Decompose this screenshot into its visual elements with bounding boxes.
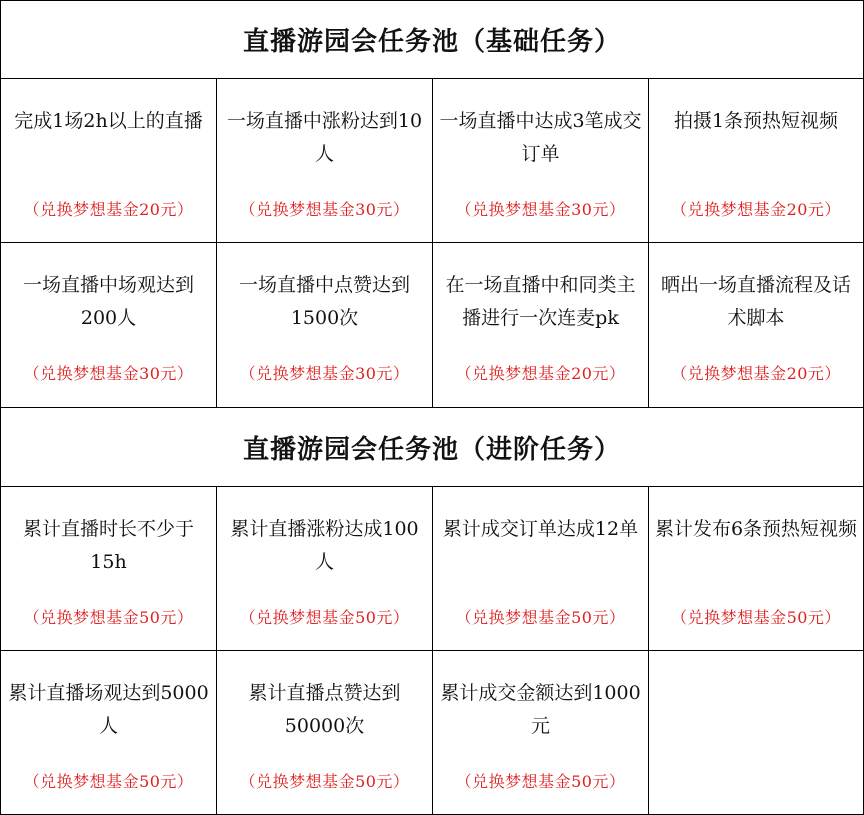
task-reward: （兑换梦想基金30元） xyxy=(239,200,410,219)
task-cell xyxy=(217,79,433,243)
task-cell xyxy=(217,487,433,651)
task-cell xyxy=(217,651,433,814)
task-reward: （兑换梦想基金50元） xyxy=(23,772,194,791)
task-name: 累计直播涨粉达成100人 xyxy=(230,518,419,573)
task-reward: （兑换梦想基金30元） xyxy=(239,364,410,383)
task-name: 累计直播时长不少于15h xyxy=(22,518,194,573)
task-reward: （兑换梦想基金50元） xyxy=(455,608,626,627)
advanced-tasks-grid xyxy=(1,487,863,814)
task-reward: （兑换梦想基金50元） xyxy=(455,772,626,791)
task-name: 一场直播中涨粉达到10人 xyxy=(226,110,423,165)
task-name: 累计发布6条预热短视频 xyxy=(654,518,858,540)
task-reward: （兑换梦想基金20元） xyxy=(671,364,841,383)
task-reward: （兑换梦想基金50元） xyxy=(239,772,410,791)
task-name: 累计成交订单达成12单 xyxy=(442,518,639,540)
basic-tasks-grid xyxy=(1,79,863,407)
task-name: 完成1场2h以上的直播 xyxy=(14,110,203,132)
basic-tasks-title: 直播游园会任务池（基础任务） xyxy=(1,1,863,79)
task-name: 晒出一场直播流程及话术脚本 xyxy=(660,274,851,329)
task-cell xyxy=(649,243,863,407)
task-cell xyxy=(1,79,217,243)
task-cell xyxy=(1,243,217,407)
task-name: 一场直播中点赞达到1500次 xyxy=(238,274,410,329)
task-reward: （兑换梦想基金20元） xyxy=(455,364,626,383)
task-reward: （兑换梦想基金50元） xyxy=(239,608,410,627)
task-name: 累计直播场观达到5000人 xyxy=(8,682,209,737)
task-cell xyxy=(433,487,649,651)
task-name: 累计直播点赞达到50000次 xyxy=(248,682,401,737)
task-name: 拍摄1条预热短视频 xyxy=(673,110,839,132)
task-cell xyxy=(217,243,433,407)
task-name: 累计成交金额达到1000元 xyxy=(440,682,641,737)
task-reward: （兑换梦想基金50元） xyxy=(23,608,194,627)
task-cell xyxy=(649,79,863,243)
task-cell xyxy=(1,651,217,814)
task-cell xyxy=(433,79,649,243)
task-reward: （兑换梦想基金20元） xyxy=(23,200,194,219)
task-name: 一场直播中场观达到200人 xyxy=(22,274,194,329)
task-reward: （兑换梦想基金50元） xyxy=(671,608,841,627)
task-cell xyxy=(433,243,649,407)
task-cell xyxy=(433,651,649,814)
task-name: 一场直播中达成3笔成交订单 xyxy=(439,110,642,165)
task-reward: （兑换梦想基金30元） xyxy=(455,200,626,219)
task-reward: （兑换梦想基金20元） xyxy=(671,200,841,219)
empty-cell xyxy=(649,651,863,814)
advanced-tasks-title: 直播游园会任务池（进阶任务） xyxy=(1,407,863,487)
task-cell xyxy=(649,487,863,651)
task-cell xyxy=(1,487,217,651)
task-name: 在一场直播中和同类主播进行一次连麦pk xyxy=(445,274,636,329)
task-reward: （兑换梦想基金30元） xyxy=(23,364,194,383)
